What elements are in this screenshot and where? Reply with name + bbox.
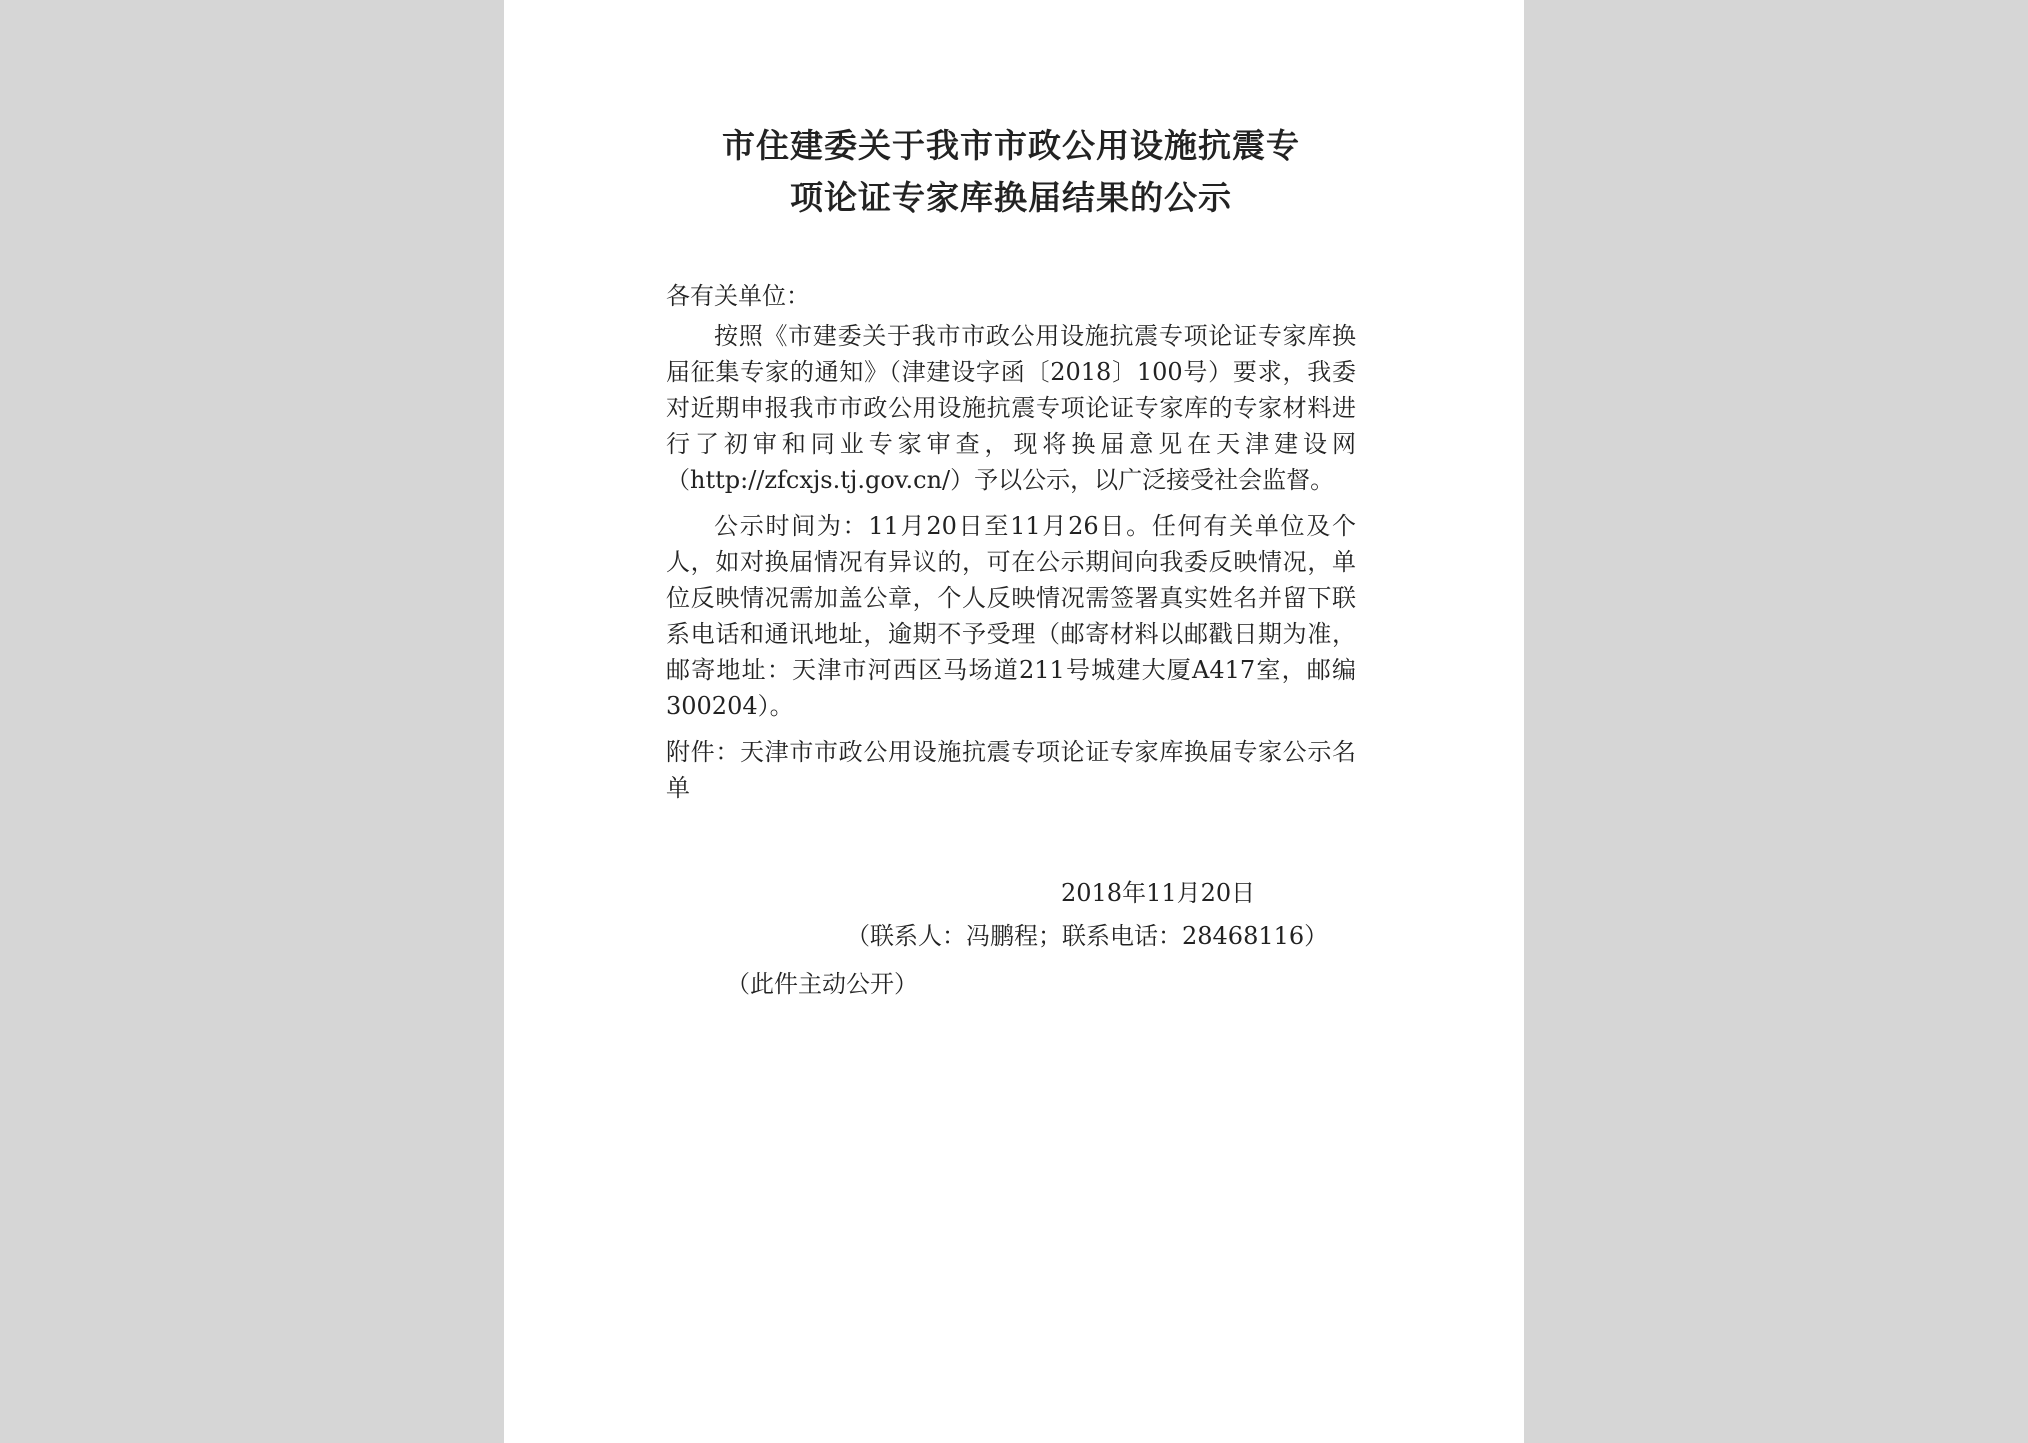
attachment-note: 附件：天津市市政公用设施抗震专项论证专家库换届专家公示名单 [666, 738, 1356, 802]
paragraph-period: 公示时间为：11月20日至11月26日。任何有关单位及个人，如对换届情况有异议的，可在公示期间向我委反映情况，单位反映情况需加盖公章，个人反映情况需签署真实姓名并留下联系电话和通讯地址，逾期不予受理（邮寄材料以邮戳日期为准，邮寄地址：天津市河西区马场道211号城建大厦A417室，邮编300204）。 [666, 512, 1356, 720]
title-line-1: 市住建委关于我市市政公用设施抗震专 [722, 126, 1300, 165]
document-body [666, 120, 1356, 998]
salutation: 各有关单位： [666, 282, 810, 310]
contact-info: （联系人：冯鹏程；联系电话：28468116） [846, 922, 1329, 950]
disclosure-note: （此件主动公开） [726, 970, 918, 998]
document-page [504, 0, 1524, 1443]
paragraph-notice: 按照《市建委关于我市市政公用设施抗震专项论证专家库换届征集专家的通知》（津建设字函〔2018〕100号）要求，我委对近期申报我市市政公用设施抗震专项论证专家库的专家材料进行了初审和同业专家审查，现将换届意见在天津建设网（http://zfcxjs.tj.gov.cn/）予以公示，以广泛接受社会监督。 [666, 322, 1356, 494]
issue-date: 2018年11月20日 [1061, 879, 1256, 907]
document-title [666, 120, 1356, 224]
title-line-2: 项论证专家库换届结果的公示 [790, 178, 1232, 217]
